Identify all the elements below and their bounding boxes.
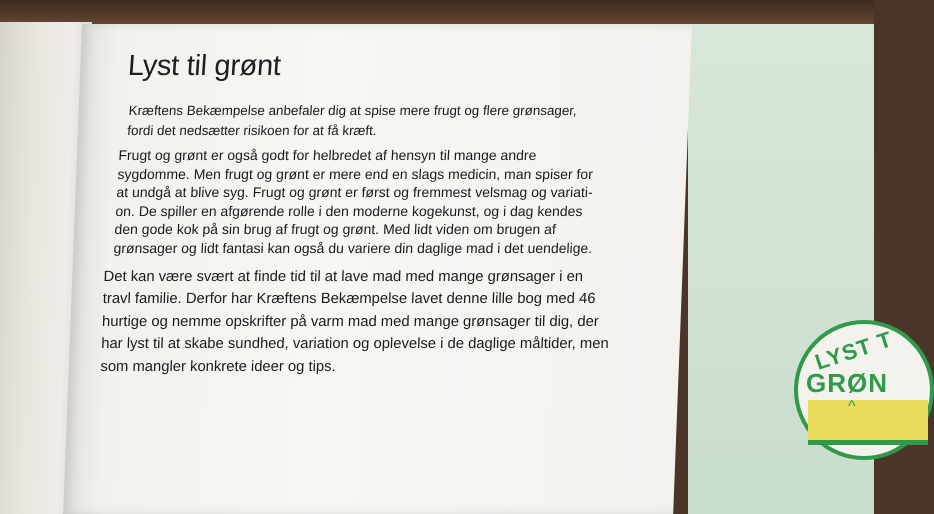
text-line: travl familie. Derfor har Kræftens Bekæmpelse lavet denne lille bog med 46 xyxy=(102,291,596,308)
text-line: grønsager og lidt fantasi kan også du variere din daglige mad i det uendelige. xyxy=(113,239,593,256)
logo-leaf-icon: ^ xyxy=(848,398,856,415)
text-line: at undgå at blive syg. Frugt og grønt er først og fremmest velsmag og variati- xyxy=(116,184,594,201)
text-line: har lyst til at skabe sundhed, variation og oplevelse i de daglige måltider, men xyxy=(100,336,610,353)
text-line: hurtige og nemme opskrifter på varm mad med mange grønsager til dig, der xyxy=(101,313,600,330)
body-paragraph-1 xyxy=(113,146,597,258)
text-line: on. De spiller en afgørende rolle i den moderne kogekunst, og i dag kendes xyxy=(115,202,583,219)
text-line: den gode kok på sin brug af frugt og grønt. Med lidt viden om brugen af xyxy=(114,221,557,238)
logo-top-text: LYST T xyxy=(811,326,896,375)
text-line: Frugt og grønt er også godt for helbredet af hensyn til mange andre xyxy=(118,147,537,163)
text-line: fordi det nedsætter risikoen for at få kræft. xyxy=(126,123,378,138)
logo-sun-shape xyxy=(808,400,928,445)
body-paragraph-2 xyxy=(100,266,611,378)
intro-paragraph xyxy=(127,101,578,141)
lyst-til-groent-logo xyxy=(794,320,934,460)
logo-bottom-text: GRØN xyxy=(806,368,888,398)
page-title: Lyst til grønt xyxy=(126,50,282,82)
text-line: som mangler konkrete ideer og tips. xyxy=(100,358,336,375)
text-line: Kræftens Bekæmpelse anbefaler dig at spise mere frugt og flere grønsager, xyxy=(128,103,578,118)
text-line: sygdomme. Men frugt og grønt er mere end en slags medicin, man spiser for xyxy=(117,165,594,182)
text-line: Det kan være svært at finde tid til at lave mad med mange grønsager i en xyxy=(103,269,584,285)
